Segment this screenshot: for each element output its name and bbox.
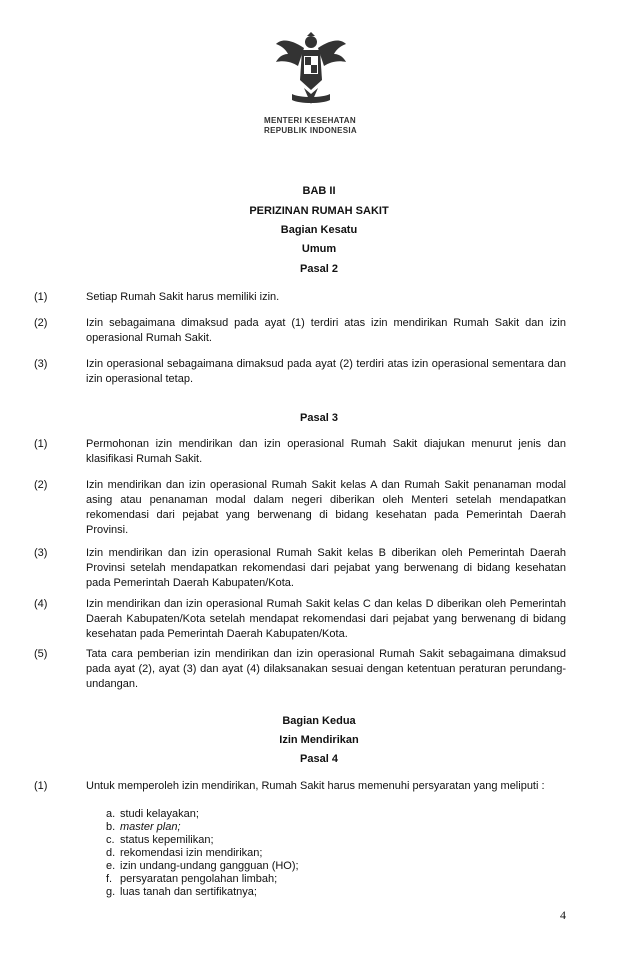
paragraph-number: (1) bbox=[34, 291, 48, 303]
list-item bbox=[106, 886, 299, 899]
ministry-line-1: MENTERI KESEHATAN bbox=[264, 116, 356, 125]
article-heading: Pasal 3 bbox=[300, 412, 338, 424]
article-paragraph bbox=[34, 357, 566, 387]
paragraph-text: Izin sebagaimana dimaksud pada ayat (1) terdiri atas izin mendirikan Rumah Sakit dan izin operasional Rumah Sakit. bbox=[86, 317, 566, 344]
paragraph-number: (3) bbox=[34, 358, 48, 370]
list-item-text: master plan; bbox=[120, 821, 181, 833]
list-marker: d. bbox=[106, 847, 116, 859]
list-item bbox=[106, 860, 299, 873]
article-paragraph bbox=[34, 546, 566, 591]
list-item-text: luas tanah dan sertifikatnya; bbox=[120, 886, 257, 898]
list-marker: e. bbox=[106, 860, 116, 872]
article-paragraph bbox=[34, 437, 566, 467]
paragraph-text: Setiap Rumah Sakit harus memiliki izin. bbox=[86, 291, 280, 303]
letterhead bbox=[250, 32, 380, 142]
paragraph-text: Izin operasional sebagaimana dimaksud pada ayat (2) terdiri atas izin operasional sementara dan izin operasional tetap. bbox=[86, 358, 566, 385]
chapter-number: BAB II bbox=[302, 185, 336, 197]
list-item-text: studi kelayakan; bbox=[120, 808, 199, 820]
article-paragraph bbox=[34, 290, 566, 305]
paragraph-number: (3) bbox=[34, 547, 48, 559]
section-title: Izin Mendirikan bbox=[279, 734, 359, 746]
ministry-name bbox=[264, 116, 357, 136]
garuda-emblem-icon bbox=[274, 32, 348, 108]
paragraph-number: (5) bbox=[34, 648, 48, 660]
article-paragraph bbox=[34, 597, 566, 642]
article-heading: Pasal 2 bbox=[300, 263, 338, 275]
article-paragraph bbox=[34, 478, 566, 538]
list-item bbox=[106, 808, 299, 821]
list-marker: g. bbox=[106, 886, 116, 898]
section-heading: Bagian Kedua bbox=[282, 715, 356, 727]
article-paragraph bbox=[34, 316, 566, 346]
list-item-text: izin undang-undang gangguan (HO); bbox=[120, 860, 299, 872]
paragraph-text: Untuk memperoleh izin mendirikan, Rumah Sakit harus memenuhi persyaratan yang meliputi : bbox=[86, 780, 545, 792]
paragraph-text: Permohonan izin mendirikan dan izin operasional Rumah Sakit diajukan menurut jenis dan klasifikasi Rumah Sakit. bbox=[86, 438, 566, 465]
chapter-title: PERIZINAN RUMAH SAKIT bbox=[249, 205, 389, 217]
paragraph-text: Tata cara pemberian izin mendirikan dan izin operasional Rumah Sakit sebagaimana dimaksud pada ayat (2), ayat (3) dan ayat (4) dilaksanakan sesuai dengan ketentuan peraturan perundang-undangan. bbox=[86, 648, 566, 690]
section-heading: Bagian Kesatu bbox=[280, 224, 358, 236]
paragraph-number: (1) bbox=[34, 438, 48, 450]
section-title: Umum bbox=[301, 243, 337, 255]
list-marker: f. bbox=[106, 873, 113, 885]
article-paragraph bbox=[34, 647, 566, 692]
paragraph-number: (4) bbox=[34, 598, 48, 610]
list-item-text: status kepemilikan; bbox=[120, 834, 214, 846]
list-item bbox=[106, 873, 299, 886]
paragraph-number: (1) bbox=[34, 780, 48, 792]
list-marker: a. bbox=[106, 808, 116, 820]
list-item bbox=[106, 821, 299, 834]
list-item bbox=[106, 847, 299, 860]
ministry-line-2: REPUBLIK INDONESIA bbox=[264, 126, 357, 135]
page-number: 4 bbox=[560, 908, 566, 922]
list-marker: c. bbox=[106, 834, 115, 846]
paragraph-text: Izin mendirikan dan izin operasional Rumah Sakit kelas B diberikan oleh Pemerintah Daerah Provinsi setelah mendapatkan rekomendasi dari pejabat yang berwenang di bidang kesehatan pada Pemerintah Daerah Kabupaten/Kota. bbox=[86, 547, 566, 589]
paragraph-number: (2) bbox=[34, 479, 48, 491]
list-marker: b. bbox=[106, 821, 116, 833]
article-paragraph bbox=[34, 779, 566, 794]
list-item-text: persyaratan pengolahan limbah; bbox=[120, 873, 278, 885]
list-item bbox=[106, 834, 299, 847]
paragraph-text: Izin mendirikan dan izin operasional Rumah Sakit kelas C dan kelas D diberikan oleh Pemerintah Daerah Kabupaten/Kota setelah mendapat rekomendasi dari pejabat yang berwenang di bidang kesehatan pada Pemerintah Daerah Kabupaten/Kota. bbox=[86, 598, 566, 640]
paragraph-number: (2) bbox=[34, 317, 48, 329]
requirements-list bbox=[106, 808, 299, 899]
article-heading: Pasal 4 bbox=[300, 753, 338, 765]
paragraph-text: Izin mendirikan dan izin operasional Rumah Sakit kelas A dan Rumah Sakit penanaman modal asing atau penanaman modal dalam negeri diberikan oleh Menteri setelah mendapatkan rekomendasi dari pejabat yang berwenang di bidang kesehatan pada Pemerintah Daerah Provinsi. bbox=[86, 479, 566, 536]
list-item-text: rekomendasi izin mendirikan; bbox=[120, 847, 263, 859]
